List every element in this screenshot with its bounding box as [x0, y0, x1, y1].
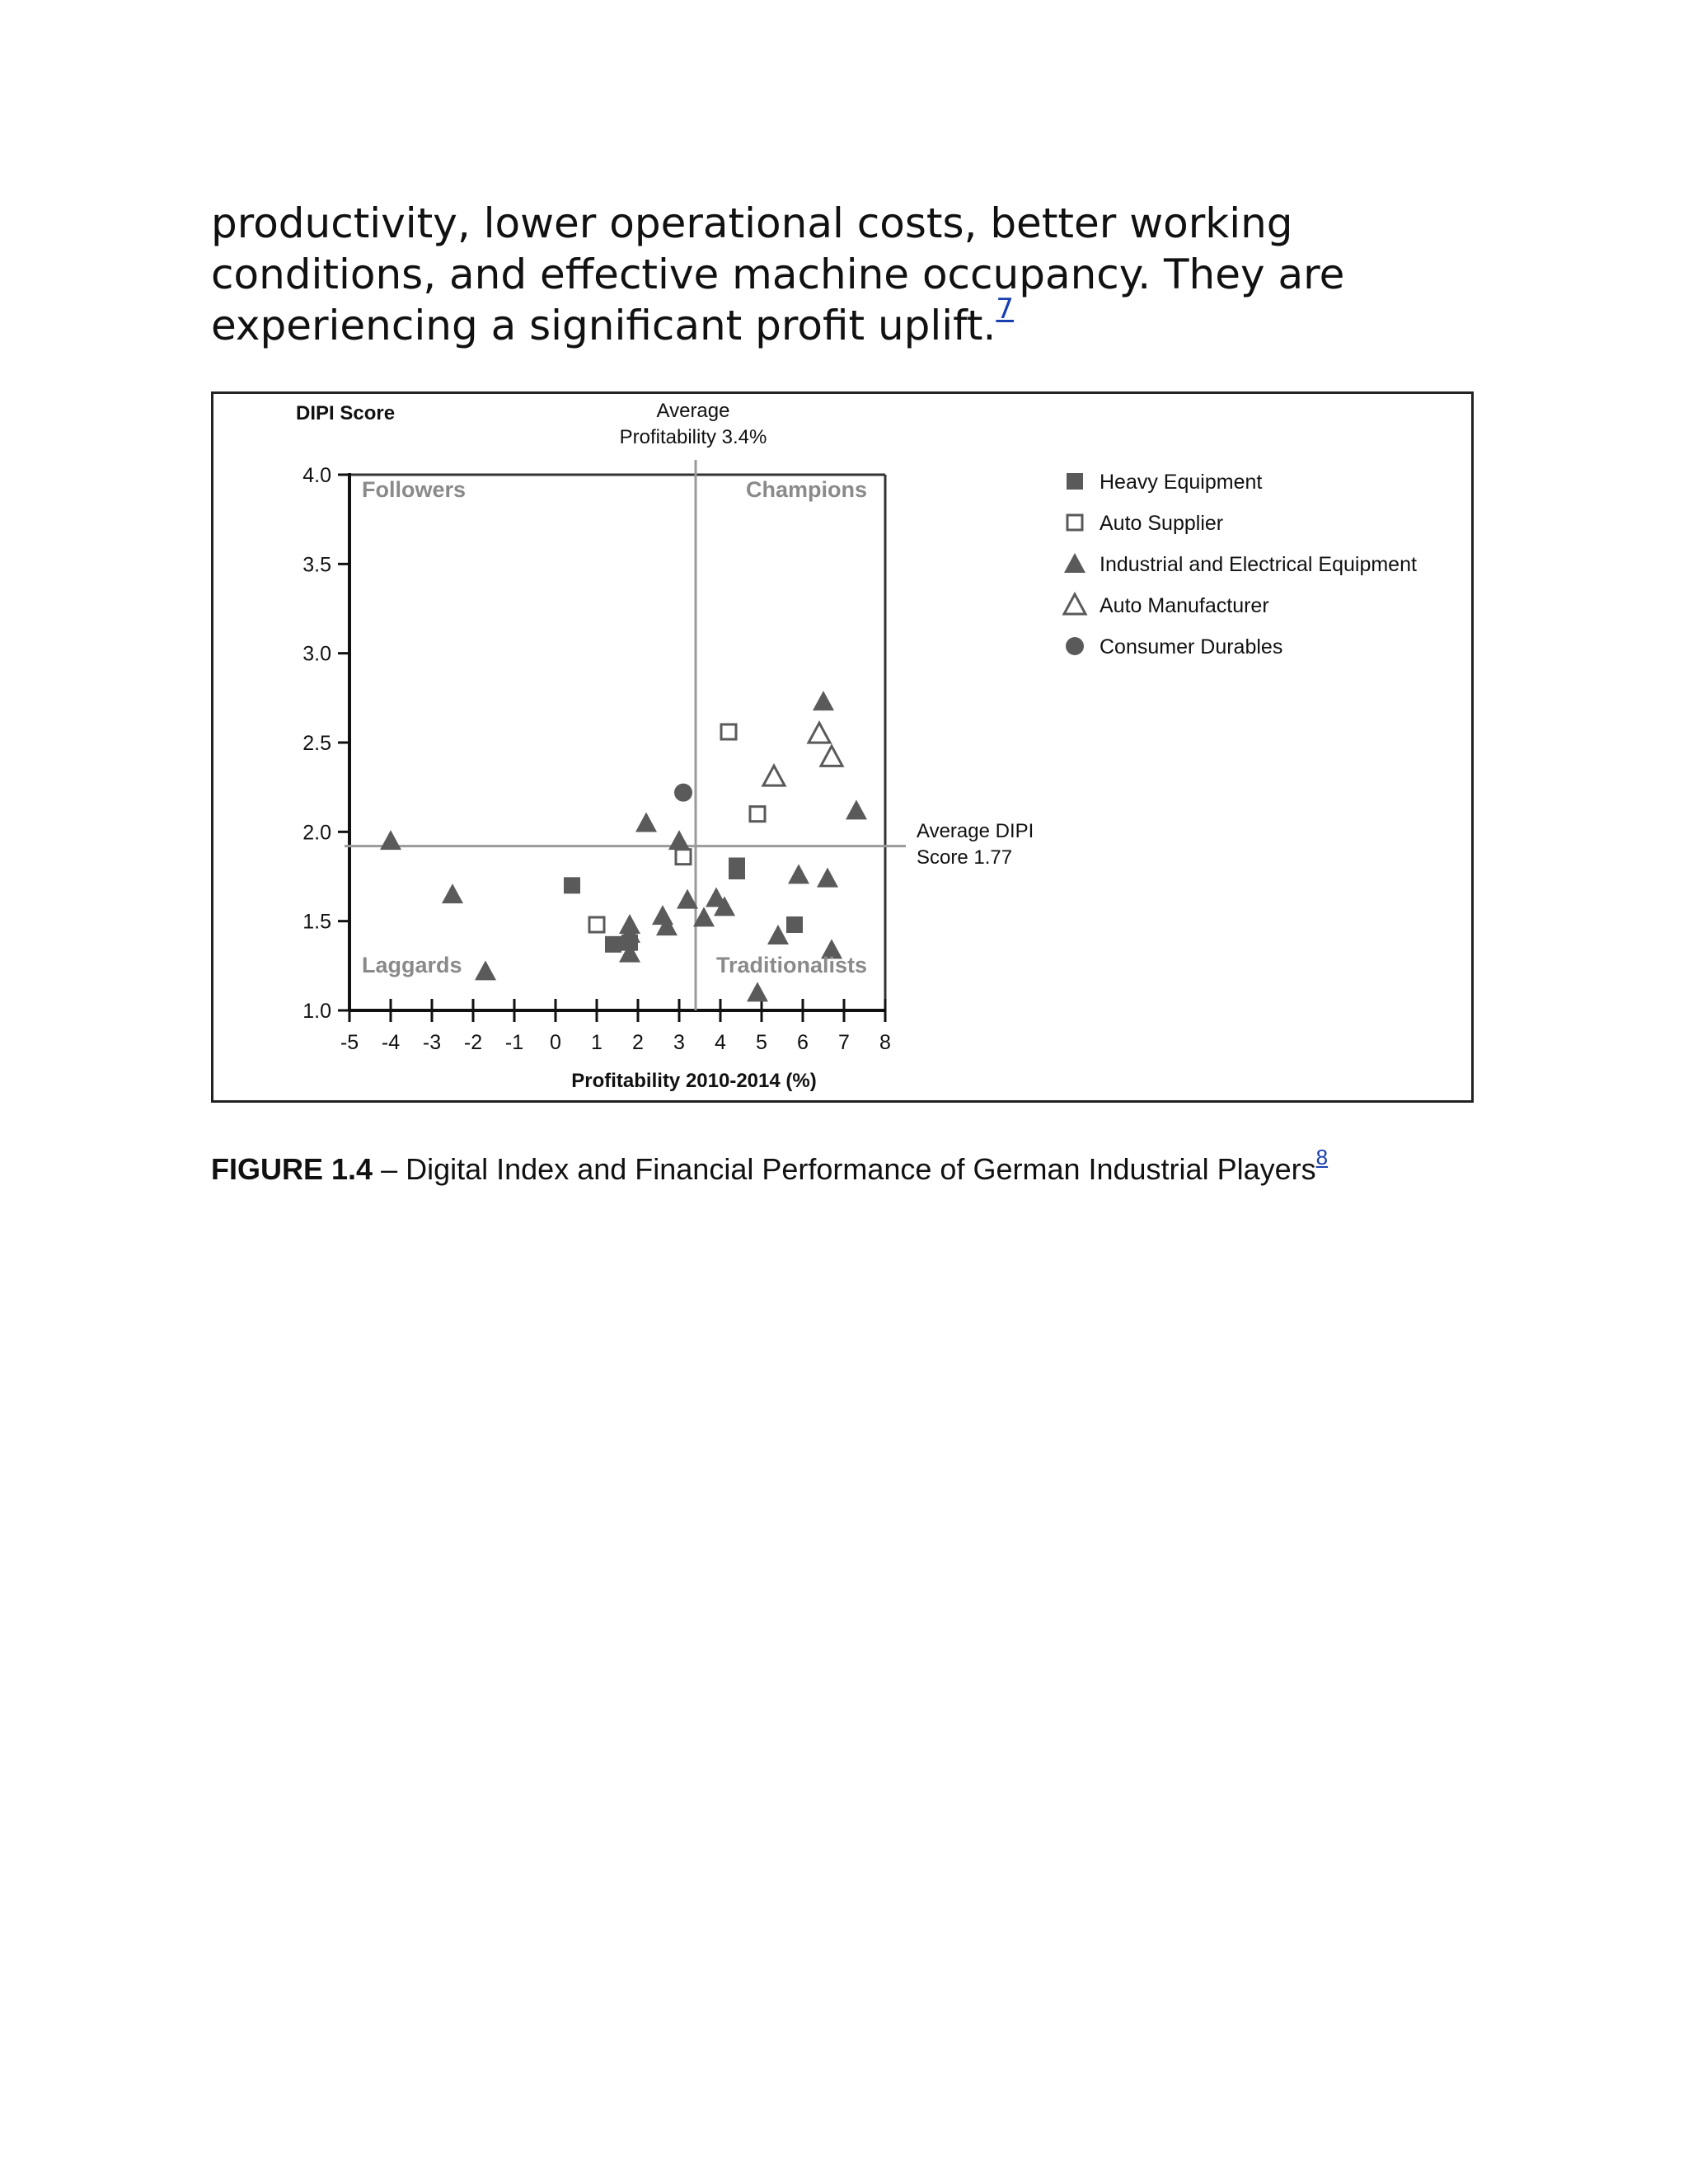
legend-label-auto-supplier: Auto Supplier — [1100, 512, 1224, 535]
data-point-auto-manufacturer — [763, 766, 785, 785]
x-tick-label: 3 — [673, 1031, 685, 1054]
x-tick-label: -2 — [463, 1031, 483, 1054]
x-tick-label: 4 — [715, 1031, 726, 1054]
caption-label: FIGURE 1.4 — [211, 1152, 373, 1186]
data-point-consumer-durables — [674, 784, 692, 802]
x-tick-label: 0 — [550, 1031, 561, 1054]
vline-label-line2: Profitability 3.4% — [619, 426, 767, 448]
body-paragraph — [211, 198, 1497, 351]
data-point-industrial-and-electrical-equipment — [767, 925, 789, 944]
figure-caption — [211, 1145, 1530, 1189]
x-tick-label: -1 — [504, 1031, 524, 1054]
x-tick-label: 5 — [756, 1031, 767, 1054]
data-point-industrial-and-electrical-equipment — [475, 960, 496, 980]
legend-marker-auto-supplier — [1067, 515, 1082, 530]
data-point-auto-supplier — [676, 850, 691, 865]
figure-frame — [211, 391, 1474, 1103]
legend-marker-consumer-durables — [1066, 637, 1084, 655]
x-tick-label: -4 — [381, 1031, 401, 1054]
data-point-auto-supplier — [589, 917, 604, 932]
paragraph-text: productivity, lower operational costs, better working conditions, and effective machine occupancy. They are experiencing a significant profit uplift. — [211, 199, 1345, 349]
data-point-auto-manufacturer — [809, 723, 830, 743]
data-point-industrial-and-electrical-equipment — [788, 864, 809, 883]
x-axis-title: Profitability 2010-2014 (%) — [571, 1070, 817, 1092]
vline-label-line1: Average — [656, 400, 730, 422]
footnote-link-8[interactable]: 8 — [1315, 1145, 1329, 1169]
scatter-chart — [213, 394, 1471, 1100]
legend-label-industrial-and-electrical-equipment: Industrial and Electrical Equipment — [1100, 553, 1417, 576]
legend-label-heavy-equipment: Heavy Equipment — [1100, 471, 1263, 494]
legend-label-auto-manufacturer: Auto Manufacturer — [1100, 594, 1269, 617]
footnote-link-7[interactable]: 7 — [996, 293, 1015, 326]
x-tick-label: 8 — [879, 1031, 891, 1054]
legend-marker-heavy-equipment — [1067, 473, 1083, 490]
legend-marker-industrial-and-electrical-equipment — [1064, 553, 1085, 573]
hline-label-line1: Average DIPI — [917, 820, 1034, 842]
data-point-industrial-and-electrical-equipment — [380, 830, 401, 850]
y-tick-label: 3.5 — [302, 553, 331, 577]
data-point-industrial-and-electrical-equipment — [442, 883, 463, 903]
caption-text: – Digital Index and Financial Performance of German Industrial Players — [373, 1152, 1316, 1186]
quadrant-label-laggards: Laggards — [362, 953, 462, 977]
data-point-industrial-and-electrical-equipment — [846, 799, 867, 819]
data-point-industrial-and-electrical-equipment — [817, 868, 838, 888]
data-point-auto-supplier — [750, 807, 765, 822]
y-axis-title: DIPI Score — [296, 402, 396, 424]
quadrant-label-traditionalists: Traditionalists — [715, 953, 867, 977]
y-tick-label: 3.0 — [302, 642, 331, 666]
x-tick-label: -5 — [340, 1031, 359, 1054]
y-tick-label: 2.0 — [302, 821, 331, 845]
data-point-industrial-and-electrical-equipment — [747, 982, 768, 1001]
quadrant-label-followers: Followers — [362, 477, 467, 502]
x-tick-label: 7 — [838, 1031, 850, 1054]
x-tick-label: -3 — [422, 1031, 442, 1054]
data-point-industrial-and-electrical-equipment — [668, 830, 690, 850]
hline-label-line2: Score 1.77 — [917, 846, 1013, 869]
data-point-industrial-and-electrical-equipment — [813, 691, 834, 710]
data-point-industrial-and-electrical-equipment — [635, 813, 657, 832]
x-tick-label: 1 — [591, 1031, 603, 1054]
data-point-heavy-equipment — [729, 863, 745, 879]
y-tick-label: 4.0 — [302, 464, 331, 487]
legend — [1064, 471, 1417, 658]
data-point-heavy-equipment — [786, 916, 803, 933]
data-point-industrial-and-electrical-equipment — [652, 905, 673, 925]
data-point-auto-manufacturer — [821, 746, 842, 766]
y-tick-label: 1.0 — [302, 1000, 331, 1023]
y-tick-label: 2.5 — [302, 732, 331, 755]
x-tick-label: 2 — [632, 1031, 644, 1054]
quadrant-label-champions: Champions — [745, 477, 867, 502]
x-tick-label: 6 — [797, 1031, 809, 1054]
y-tick-label: 1.5 — [302, 910, 331, 934]
legend-marker-auto-manufacturer — [1064, 594, 1085, 614]
data-point-heavy-equipment — [605, 936, 621, 953]
legend-label-consumer-durables: Consumer Durables — [1100, 635, 1283, 658]
data-point-heavy-equipment — [564, 877, 580, 893]
data-point-auto-supplier — [721, 724, 736, 739]
